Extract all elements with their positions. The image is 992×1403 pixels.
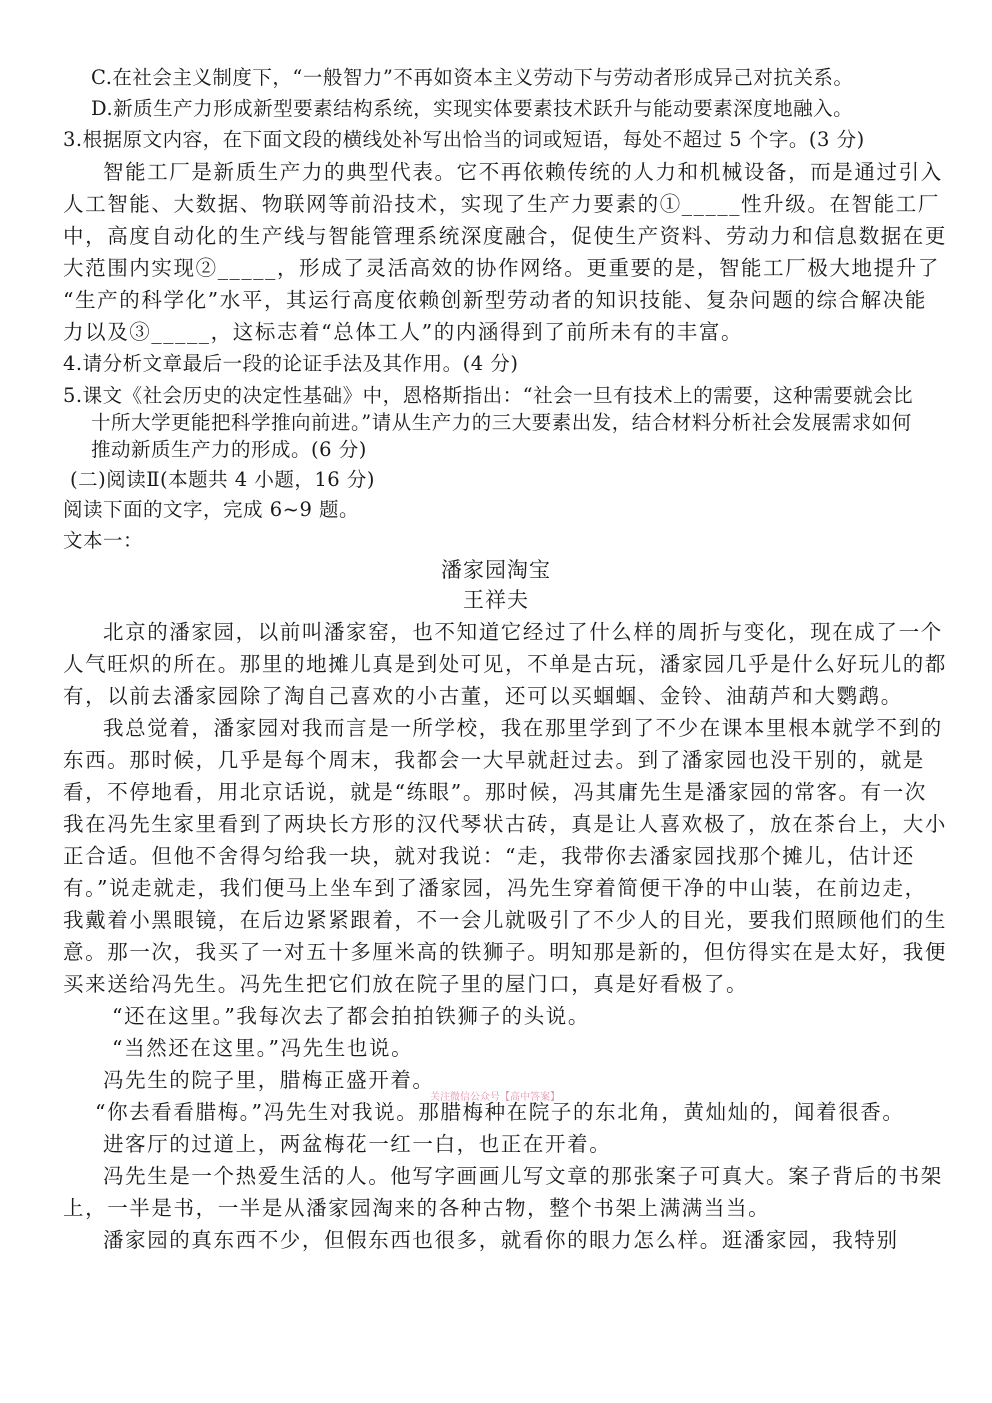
article-line: 上，一半是书，一半是从潘家园淘来的各种古物，整个书架上满满当当。	[63, 1196, 771, 1220]
question-5-line: 十所大学更能把科学推向前进。”请从生产力的三大要素出发，结合材料分析社会发展需求如何	[91, 411, 912, 434]
article-line: 我在冯先生家里看到了两块长方形的汉代琴状古砖，真是让人喜欢极了，放在茶台上，大小	[63, 812, 947, 836]
passage-line: 力以及③_____，这标志着“总体工人”的内涵得到了前所未有的丰富。	[63, 320, 744, 344]
article-line: 有，以前去潘家园除了淘自己喜欢的小古董，还可以买蝈蝈、金铃、油葫芦和大鹦鹉。	[63, 684, 903, 708]
article-line: 进客厅的过道上，两盆梅花一红一白，也正在开着。	[103, 1132, 612, 1156]
passage-line: 大范围内实现②_____，形成了灵活高效的协作网络。更重要的是，智能工厂极大地提升了	[63, 256, 940, 280]
article-line: “你去看看腊梅。”冯先生对我说。那腊梅种在院子的东北角，黄灿灿的，闻着很香。	[95, 1100, 905, 1124]
option-d: D.新质生产力形成新型要素结构系统，实现实体要素技术跃升与能动要素深度地融入。	[91, 97, 854, 120]
article-line: “还在这里。”我每次去了都会拍拍铁狮子的头说。	[112, 1004, 591, 1028]
article-title: 潘家园淘宝	[441, 558, 551, 582]
watermark: 关注微信公众号【高中答案】	[430, 1092, 560, 1103]
article-line: 冯先生的院子里，腊梅正盛开着。	[103, 1068, 435, 1092]
article-line: 冯先生是一个热爱生活的人。他写字画画儿写文章的那张案子可真大。案子背后的书架	[103, 1164, 943, 1188]
article-line: 我戴着小黑眼镜，在后边紧紧跟着，不一会儿就吸引了不少人的目光，要我们照顾他们的生	[63, 908, 947, 932]
article-line: 潘家园的真东西不少，但假东西也很多，就看你的眼力怎么样。逛潘家园，我特别	[103, 1228, 899, 1252]
article-line: 买来送给冯先生。冯先生把它们放在院子里的屋门口，真是好看极了。	[63, 972, 749, 996]
passage-line: 中，高度自动化的生产线与智能管理系统深度融合，促使生产资料、劳动力和信息数据在更	[63, 224, 947, 248]
section-heading: (二)阅读Ⅱ(本题共 4 小题，16 分)	[70, 468, 375, 491]
question-4: 4.请分析文章最后一段的论证手法及其作用。(4 分)	[63, 352, 519, 375]
article-line: “当然还在这里。”冯先生也说。	[112, 1036, 414, 1060]
article-line: 看，不停地看，用北京话说，就是“练眼”。那时候，冯其庸先生是潘家园的常客。有一次	[63, 780, 927, 804]
article-line: 人气旺炽的所在。那里的地摊儿真是到处可见，不单是古玩，潘家园几乎是什么好玩儿的都	[63, 652, 947, 676]
article-line: 北京的潘家园，以前叫潘家窑，也不知道它经过了什么样的周折与变化，现在成了一个	[103, 620, 943, 644]
passage-line: “生产的科学化”水平，其运行高度依赖创新型劳动者的知识技能、复杂问题的综合解决能	[63, 288, 927, 312]
passage-line: 人工智能、大数据、物联网等前沿技术，实现了生产力要素的①_____性升级。在智能工厂	[63, 192, 940, 216]
article-line: 东西。那时候，几乎是每个周末，我都会一大早就赶过去。到了潘家园也没干别的，就是	[63, 748, 925, 772]
option-c: C.在社会主义制度下，“一般智力”不再如资本主义劳动下与劳动者形成异己对抗关系。	[91, 66, 854, 89]
passage-line: 智能工厂是新质生产力的典型代表。它不再依赖传统的人力和机械设备，而是通过引入	[103, 160, 943, 184]
text-one-label: 文本一：	[63, 529, 144, 552]
article-line: 有。”说走就走，我们便马上坐车到了潘家园，冯先生穿着简便干净的中山装，在前边走，	[63, 876, 927, 900]
instruction: 阅读下面的文字，完成 6~9 题。	[63, 498, 360, 521]
article-author: 王祥夫	[463, 588, 529, 612]
article-line: 意。那一次，我买了一对五十多厘米高的铁狮子。明知那是新的，但仿得实在是太好，我便	[63, 940, 947, 964]
article-line: 正合适。但他不舍得匀给我一块，就对我说：“走，我带你去潘家园找那个摊儿，估计还	[63, 844, 915, 868]
question-3: 3.根据原文内容，在下面文段的横线处补写出恰当的词或短语，每处不超过 5 个字。(3 分)	[63, 128, 865, 151]
article-line: 我总觉着，潘家园对我而言是一所学校，我在那里学到了不少在课本里根本就学不到的	[103, 716, 943, 740]
question-5-line: 推动新质生产力的形成。(6 分)	[91, 438, 367, 461]
question-5: 5.课文《社会历史的决定性基础》中，恩格斯指出：“社会一旦有技术上的需要，这种需要就会比	[63, 384, 914, 407]
